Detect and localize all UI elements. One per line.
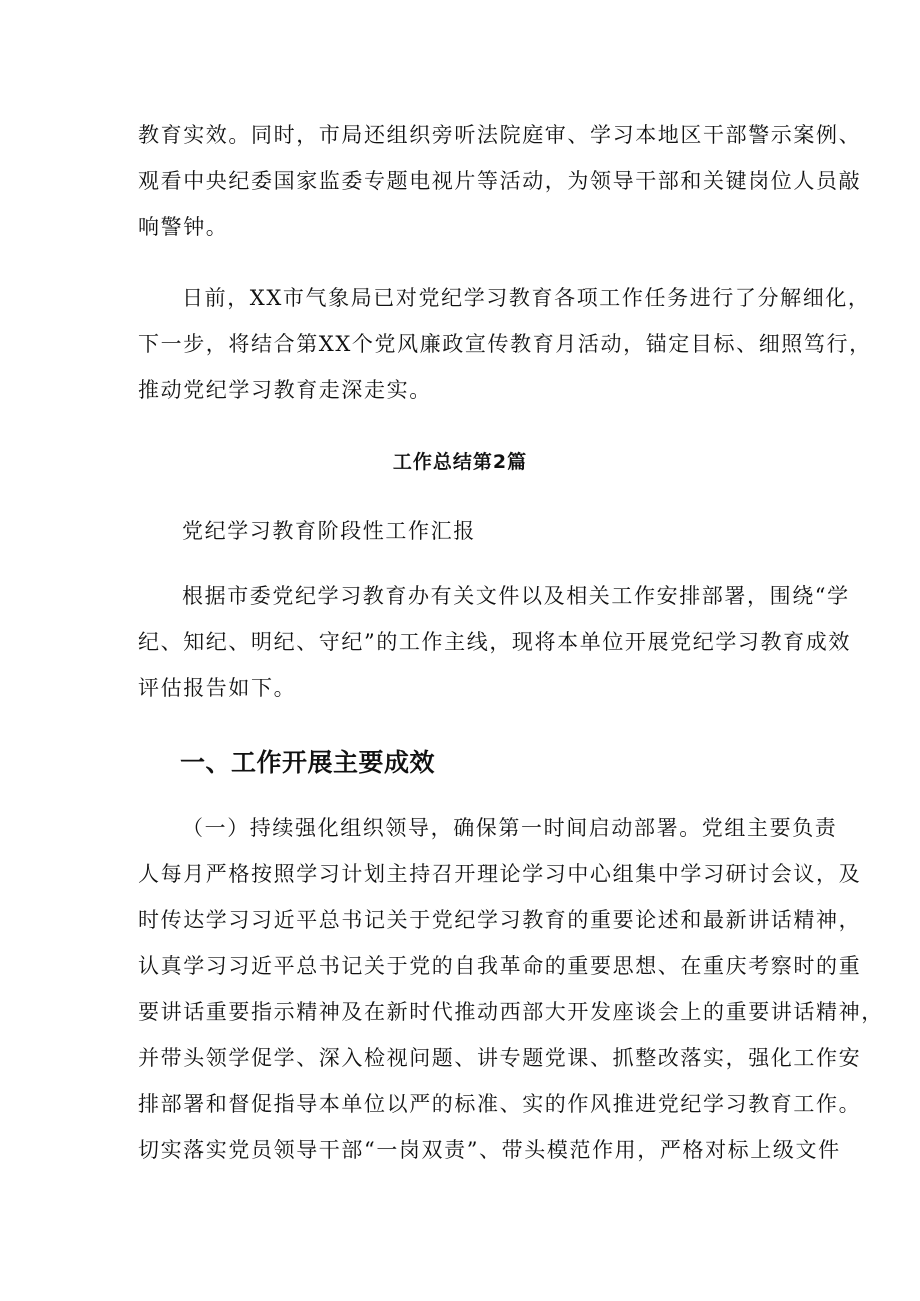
paragraph-line: 认真学习习近平总书记关于党的自我革命的重要思想、在重庆考察时的重 xyxy=(138,954,862,978)
paragraph-line: 教育实效。同时，市局还组织旁听法院庭审、学习本地区干部警示案例、 xyxy=(138,123,862,147)
paragraph-line: 排部署和督促指导本单位以严的标准、实的作风推进党纪学习教育工作。 xyxy=(138,1092,862,1116)
paragraph-line: （一）持续强化组织领导，确保第一时间启动部署。党组主要负责 xyxy=(182,816,838,840)
section-heading: 一、工作开展主要成效 xyxy=(180,748,436,777)
subtitle: 党纪学习教育阶段性工作汇报 xyxy=(182,519,476,543)
paragraph-line: 评估报告如下。 xyxy=(138,676,297,700)
paragraph-line: 观看中央纪委国家监委专题电视片等活动，为领导干部和关键岗位人员敲 xyxy=(138,169,862,193)
paragraph-line: 时传达学习习近平总书记关于党纪学习教育的重要论述和最新讲话精神， xyxy=(138,908,862,932)
paragraph-line: 要讲话重要指示精神及在新时代推动西部大开发座谈会上的重要讲话精神， xyxy=(138,1000,884,1024)
paragraph-line: 并带头领学促学、深入检视问题、讲专题党课、抓整改落实，强化工作安 xyxy=(138,1046,862,1070)
paragraph-line: 纪、知纪、明纪、守纪”的工作主线，现将本单位开展党纪学习教育成效 xyxy=(138,630,851,654)
paragraph-line: 切实落实党员领导干部“一岗双责”、带头模范作用，严格对标上级文件 xyxy=(138,1138,841,1162)
paragraph-line: 响警钟。 xyxy=(138,215,229,239)
paragraph-line: 人每月严格按照学习计划主持召开理论学习中心组集中学习研讨会议，及 xyxy=(138,862,862,886)
paragraph-line: 下一步，将结合第XX个党风廉政宣传教育月活动，锚定目标、细照笃行， xyxy=(138,332,872,356)
paragraph-line: 日前，XX市气象局已对党纪学习教育各项工作任务进行了分解细化， xyxy=(182,286,871,310)
paragraph-line: 推动党纪学习教育走深走实。 xyxy=(138,378,432,402)
article-title: 工作总结第2篇 xyxy=(392,451,528,473)
paragraph-line: 根据市委党纪学习教育办有关文件以及相关工作安排部署，围绕“学 xyxy=(182,584,850,608)
